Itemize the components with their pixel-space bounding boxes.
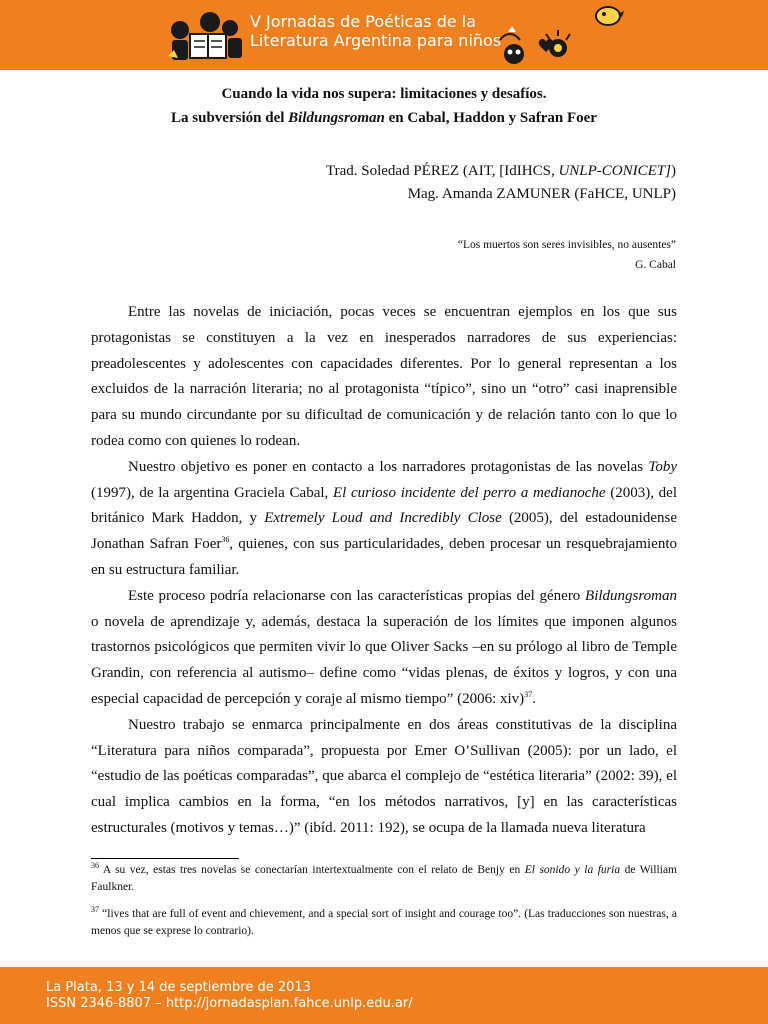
paragraph-1: Entre las novelas de iniciación, pocas veces se encuentran ejemplos en los que sus protagonistas se constituyen a la vez en inesperados narradores de sus experiencias: preadolescentes y adolescentes con capacidades diferentes. Por lo general representan a los excluidos de la narración literaria; no al protagonista “típico”, sino un “otro” casi inaprensible para su mundo circundante por su dificultad de comunicación y de relación tanto con lo que lo rodea como con quienes lo rodean. (91, 304, 677, 449)
header-banner (0, 0, 768, 70)
paragraph-4: Nuestro trabajo se enmarca principalmente en dos áreas constitutivas de la disciplina “Literatura para niños comparada”, propuesta por Emer O’Sullivan (2005): por un lado, el “estudio de las poéticas comparadas”, que abarca el complejo de “estética literaria” (2002: 39), el cual implica cambios en la forma, “en los métodos narrativos, [y] en las características estructurales (motivos y temas…)” (ibíd. 2011: 192), se ocupa de la llamada nueva literatura (91, 716, 677, 836)
paper-title-line2 (0, 110, 768, 127)
author-1 (326, 160, 676, 183)
footnote-text: “lives that are full of event and chievement, and a special sort of insight and courage too”. (Las traducciones son nuestras, a menos que se exprese lo contrario). (91, 908, 677, 937)
text-run: (2003), del británico Mark Haddon, y (91, 484, 677, 527)
footnote-number: 36 (91, 861, 99, 871)
title-text: en Cabal, Haddon y Safran Foer (384, 110, 597, 126)
footnote-36 (91, 862, 677, 896)
footer-date: La Plata, 13 y 14 de septiembre de 2013 (46, 980, 311, 995)
book-title: Extremely Loud and Incredibly Close (264, 510, 502, 527)
footer-banner (0, 967, 768, 1024)
footnote-text: de William Faulkner. (91, 864, 677, 893)
text-run: . (532, 690, 536, 707)
paragraph-3 (91, 584, 677, 713)
footnotes (91, 862, 677, 950)
footnote-ref-36[interactable]: 36 (221, 535, 230, 545)
paper-title-line1: Cuando la vida nos supera: limitaciones y desafíos. (221, 86, 547, 102)
footnote-divider (91, 858, 239, 859)
text-run: (2005), del estadounidense Jonathan Safran Foer (91, 510, 677, 553)
body-text (91, 300, 677, 842)
epigraph-quote: “Los muertos son seres invisibles, no ausentes” (457, 239, 676, 251)
epigraph (458, 235, 676, 275)
footer-info (46, 980, 413, 1012)
bird-flower-creatures-icon (478, 2, 628, 68)
author-block (326, 160, 676, 206)
footnote-text: A su vez, estas tres novelas se conectarían intertextualmente con el relato de Benjy en (99, 864, 525, 876)
author-2: Mag. Amanda ZAMUNER (FaHCE, UNLP) (407, 186, 676, 202)
book-title: El curioso incidente del perro a medianoche (332, 484, 606, 501)
footnote-number: 37 (91, 905, 99, 915)
text-run: Este proceso podría relacionarse con las características propias del género (128, 587, 586, 604)
footnote-ref-37[interactable]: 37 (524, 689, 533, 699)
book-title: Toby (648, 458, 677, 475)
author-1-institution: UNLP-CONICET] (558, 163, 671, 179)
book-title: El sonido y la furia (524, 864, 621, 876)
epigraph-attribution: G. Cabal (635, 259, 676, 271)
author-1-name: Trad. Soledad PÉREZ (AIT, [IdIHCS, (325, 163, 559, 179)
footnote-37 (91, 906, 677, 940)
conference-title-line1: V Jornadas de Poéticas de la (250, 12, 477, 31)
text-run: (1997), de la argentina Graciela Cabal, (91, 484, 333, 501)
footer-issn-url[interactable]: ISSN 2346-8807 – http://jornadasplan.fahce.unlp.edu.ar/ (46, 996, 413, 1011)
title-text: La subversión del (171, 110, 289, 126)
title-italic-term: Bildungsroman (288, 110, 385, 126)
text-run: o novela de aprendizaje y, además, destaca la superación de los límites que imponen algunos trastornos psicológicos que permiten vivir lo que Oliver Sacks –en su prólogo al libro de Temple Grandin, con referencia al autismo– define como “vidas plenas, de éxitos y logros, y con una especial capacidad de percepción y coraje al mismo tiempo” (2006: xiv) (91, 613, 677, 707)
text-run: Nuestro objetivo es poner en contacto a los narradores protagonistas de las novelas (128, 458, 649, 475)
text-run: , quienes, con sus particularidades, deben procesar un resquebrajamiento en su estructura familiar. (91, 536, 678, 578)
genre-term: Bildungsroman (585, 587, 677, 604)
author-1-close: ) (671, 163, 676, 179)
reading-children-icon (160, 4, 250, 68)
conference-title-line2: Literatura Argentina para niños (250, 31, 502, 50)
paragraph-2 (91, 455, 677, 584)
